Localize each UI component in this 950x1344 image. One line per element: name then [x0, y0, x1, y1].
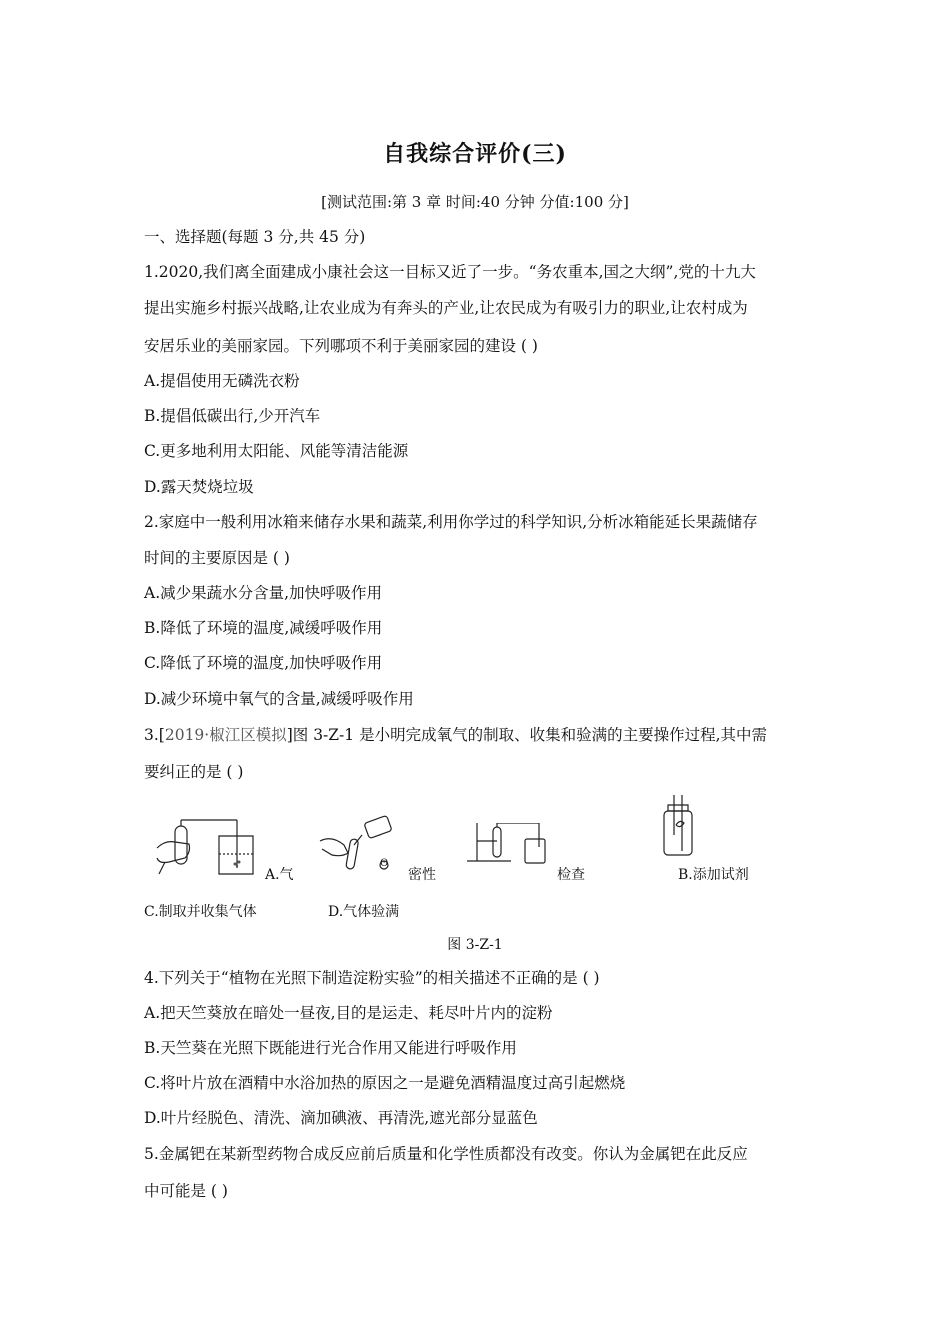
q3-line-2: 要纠正的是 ( ): [144, 763, 244, 781]
figure-caption: 图 3-Z-1: [447, 937, 503, 953]
q2-line-2: 时间的主要原因是 ( ): [144, 549, 290, 567]
q1-line-1: 1.2020,我们离全面建成小康社会这一目标又近了一步。“务农重本,国之大纲”,党的十九大: [144, 263, 756, 281]
fig-label-check: 检查: [557, 867, 585, 883]
q1-option-b: B.提倡低碳出行,少开汽车: [144, 407, 321, 425]
q3-number: 3.[: [144, 726, 165, 744]
q5-line-2: 中可能是 ( ): [144, 1182, 228, 1200]
fig-label-d: D.气体验满: [328, 904, 400, 920]
q4-line-1: 4.下列关于“植物在光照下制造淀粉实验”的相关描述不正确的是 ( ): [144, 969, 600, 987]
q4-option-b: B.天竺葵在光照下既能进行光合作用又能进行呼吸作用: [144, 1039, 517, 1057]
q3-source: 2019·椒江区模拟: [164, 726, 287, 744]
figure-airtightness-check: [155, 818, 265, 878]
q2-option-a: A.减少果蔬水分含量,加快呼吸作用: [144, 584, 383, 602]
q3-text: ]图 3-Z-1 是小明完成氧气的制取、收集和验满的主要操作过程,其中需: [286, 726, 768, 744]
q1-line-2: 提出实施乡村振兴战略,让农业成为有奔头的产业,让农民成为有吸引力的职业,让农村成为: [144, 299, 748, 317]
q4-option-d: D.叶片经脱色、清洗、滴加碘液、再清洗,遮光部分显蓝色: [144, 1109, 538, 1127]
q1-line-3: 安居乐业的美丽家园。下列哪项不利于美丽家园的建设 ( ): [144, 337, 538, 355]
fig-label-a-tail: 密性: [408, 867, 436, 883]
q1-option-c: C.更多地利用太阳能、风能等清洁能源: [144, 442, 409, 460]
q5-line-1: 5.金属钯在某新型药物合成反应前后质量和化学性质都没有改变。你认为金属钯在此反应: [144, 1145, 748, 1163]
q2-option-d: D.减少环境中氧气的含量,减缓呼吸作用: [144, 690, 414, 708]
fig-label-b: B.添加试剂: [678, 867, 749, 883]
test-scope: [测试范围:第 3 章 时间:40 分钟 分值:100 分]: [321, 193, 629, 211]
figure-collect-gas: [465, 823, 555, 865]
fig-label-small: ʘ: [380, 858, 389, 869]
q2-option-c: C.降低了环境的温度,加快呼吸作用: [144, 654, 383, 672]
page-title: 自我综合评价(三): [383, 141, 567, 167]
q1-option-a: A.提倡使用无磷洗衣粉: [144, 372, 300, 390]
figure-gas-test: [658, 795, 698, 859]
q2-option-b: B.降低了环境的温度,减缓呼吸作用: [144, 619, 383, 637]
q3-line-1: [144, 725, 767, 745]
fig-label-a: A.气: [265, 867, 294, 883]
q4-option-c: C.将叶片放在酒精中水浴加热的原因之一是避免酒精温度过高引起燃烧: [144, 1074, 626, 1092]
q4-option-a: A.把天竺葵放在暗处一昼夜,目的是运走、耗尽叶片内的淀粉: [144, 1004, 553, 1022]
q1-option-d: D.露天焚烧垃圾: [144, 478, 254, 496]
fig-label-c: C.制取并收集气体: [144, 904, 257, 920]
section-heading: 一、选择题(每题 3 分,共 45 分): [144, 228, 366, 246]
q2-line-1: 2.家庭中一般利用冰箱来储存水果和蔬菜,利用你学过的科学知识,分析冰箱能延长果蔬储存: [144, 513, 758, 531]
